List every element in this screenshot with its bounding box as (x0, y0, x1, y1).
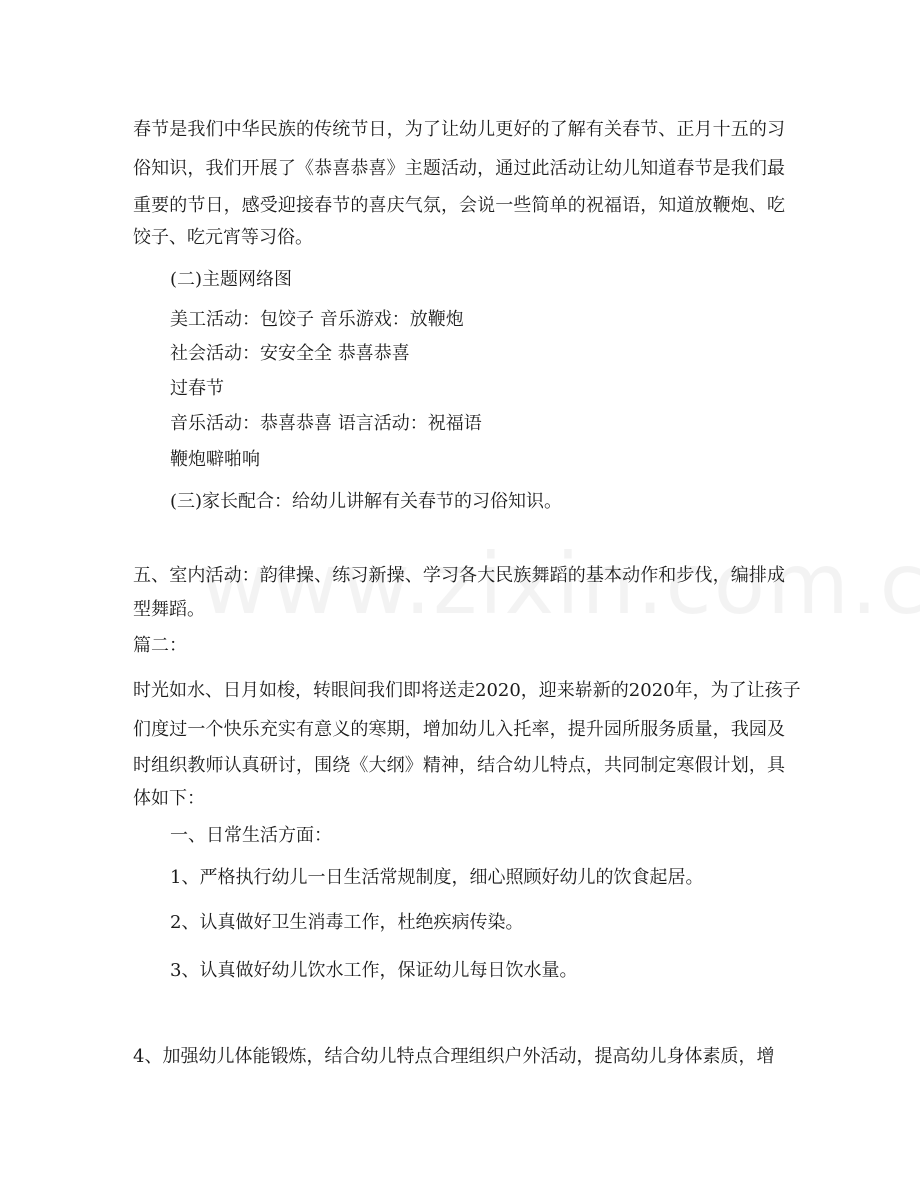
paragraph-line: 俗知识，我们开展了《恭喜恭喜》主题活动，通过此活动让幼儿知道春节是我们最 (133, 158, 785, 179)
network-item: 音乐活动：恭喜恭喜 语言活动：祝福语 (170, 413, 482, 434)
paragraph-line: 五、室内活动：韵律操、练习新操、学习各大民族舞蹈的基本动作和步伐，编排成 (133, 565, 785, 586)
network-item: 美工活动：包饺子 音乐游戏：放鞭炮 (170, 309, 464, 330)
list-item: 4、加强幼儿体能锻炼，结合幼儿特点合理组织户外活动，提高幼儿身体素质，增 (133, 1046, 775, 1067)
theme-heading: (二)主题网络图 (170, 269, 293, 290)
paragraph-line: 饺子、吃元宵等习俗。 (133, 227, 313, 248)
list-item: 3、认真做好幼儿饮水工作，保证幼儿每日饮水量。 (170, 960, 578, 981)
daily-heading: 一、日常生活方面： (170, 825, 332, 846)
network-item: 社会活动：安安全全 恭喜恭喜 (170, 343, 410, 364)
paragraph-line: 时组织教师认真研讨，围绕《大纲》精神，结合幼儿特点，共同制定寒假计划，具 (133, 755, 785, 776)
network-item: 过春节 (170, 378, 224, 399)
paragraph-line: 们度过一个快乐充实有意义的寒期，增加幼儿入托率，提升园所服务质量，我园及 (133, 719, 785, 740)
paragraph-line: 型舞蹈。 (133, 599, 205, 620)
paragraph-line: 时光如水、日月如梭，转眼间我们即将送走2020，迎来崭新的2020年，为了让孩子 (133, 680, 801, 701)
paragraph-line: 体如下： (133, 788, 205, 809)
parent-heading: (三)家长配合：给幼儿讲解有关春节的习俗知识。 (170, 491, 563, 512)
network-item: 鞭炮噼啪响 (170, 449, 260, 470)
list-item: 2、认真做好卫生消毒工作，杜绝疾病传染。 (170, 912, 524, 933)
section-title: 篇二： (133, 635, 187, 656)
list-item: 1、严格执行幼儿一日生活常规制度，细心照顾好幼儿的饮食起居。 (170, 867, 704, 888)
paragraph-line: 春节是我们中华民族的传统节日，为了让幼儿更好的了解有关春节、正月十五的习 (133, 119, 785, 140)
paragraph-line: 重要的节日，感受迎接春节的喜庆气氛，会说一些简单的祝福语，知道放鞭炮、吃 (133, 195, 785, 216)
